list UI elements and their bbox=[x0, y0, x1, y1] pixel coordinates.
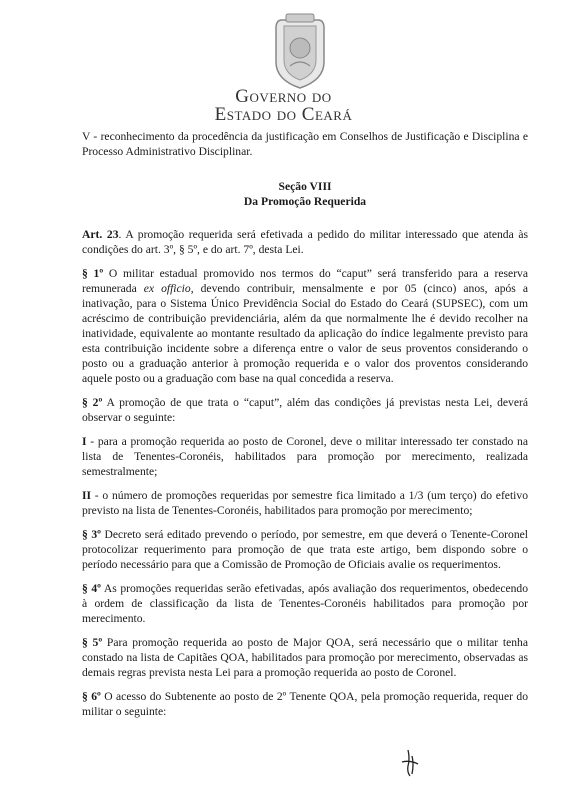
document-body bbox=[82, 129, 528, 728]
item-ii-text: - o número de promoções requeridas por semestre fica limitado a 1/3 (um terço) do efetivo previsto na lista de Tenentes-Coronéis, habilitados para promoção por merecimento; bbox=[82, 489, 528, 517]
art-23-label: Art. 23 bbox=[82, 228, 119, 241]
paragraph-6-text: O acesso do Subtenente ao posto de 2º Tenente QOA, pela promoção requerida, requer do militar o seguinte: bbox=[82, 690, 528, 718]
section-title: Seção VIII bbox=[278, 180, 332, 193]
paragraph-3 bbox=[82, 527, 528, 572]
art-23-text: . A promoção requerida será efetivada a pedido do militar interessado que atenda às condições do art. 3º, § 5º, e do art. 7º, desta Lei. bbox=[82, 228, 529, 256]
item-ii bbox=[82, 488, 528, 518]
item-ii-label: II bbox=[82, 489, 92, 502]
paragraph-5-label: § 5º bbox=[82, 636, 103, 649]
paragraph-5 bbox=[82, 635, 528, 680]
art-23-paragraph bbox=[82, 227, 528, 257]
paragraph-2-text: A promoção de que trata o “caput”, além das condições já previstas nesta Lei, deverá observar o seguinte: bbox=[82, 396, 528, 424]
paragraph-1-label: § 1º bbox=[82, 267, 104, 280]
item-i-label: I bbox=[82, 435, 87, 448]
paragraph-1-text-a: O militar estadual promovido nos termos do “caput” será transferido para a reserva remunerada bbox=[82, 267, 528, 295]
header-governo-do: Governo do bbox=[235, 86, 332, 107]
item-i bbox=[82, 434, 528, 479]
paragraph-2-label: § 2º bbox=[82, 396, 103, 409]
paragraph-4-label: § 4º bbox=[82, 582, 101, 595]
paragraph-5-text: Para promoção requerida ao posto de Major QOA, será necessário que o militar tenha constado na lista de Capitães QOA, habilitados para promoção por merecimento, observadas as demais regras prevista nesta Lei para a promoção requerida ao posto de Coronel. bbox=[82, 636, 528, 679]
state-coat-of-arms-seal bbox=[270, 12, 330, 92]
section-subtitle: Da Promoção Requerida bbox=[243, 195, 367, 208]
paragraph-1-text-b: , devendo contribuir, mensalmente e por 05 (cinco) anos, após a inativação, para o Sistema Único Previdência Social do Estado do Ceará (SUPSEC), com um acréscimo de contribuição previdenciária, além da que normalmente lhe é devido recolher na inatividade, equivalente ao montante resultado da aplicação do índice legalmente previsto para esta contribuição incidente sobre a diferença entre o valor de seus proventos considerando o posto ou a graduação anterior à promoção requerida e o valor dos proventos considerando aquele posto ou a graduação com base na qual concedida a reserva. bbox=[82, 282, 528, 385]
paragraph-6 bbox=[82, 689, 528, 719]
handwritten-initial-signature bbox=[398, 748, 422, 778]
item-v-paragraph: V - reconhecimento da procedência da justificação em Conselhos de Justificação e Disciplina e Processo Administrativo Disciplinar. bbox=[82, 130, 528, 158]
paragraph-1 bbox=[82, 266, 528, 386]
paragraph-2 bbox=[82, 395, 528, 425]
paragraph-1-italic: ex officio bbox=[143, 282, 191, 295]
item-i-text: - para a promoção requerida ao posto de Coronel, deve o militar interessado ter constado na lista de Tenentes-Coronéis, habilitados para promoção por merecimento, realizada semestralmente; bbox=[82, 435, 528, 478]
paragraph-6-label: § 6º bbox=[82, 690, 101, 703]
paragraph-4 bbox=[82, 581, 528, 626]
paragraph-3-text: Decreto será editado prevendo o período, por semestre, em que deverá o Tenente-Coronel protocolizar requerimento para promoção de que trata este artigo, bem dispondo sobre o período necessário para que a Comissão de Promoção de Oficiais avalie os requerimentos. bbox=[82, 528, 528, 571]
paragraph-4-text: As promoções requeridas serão efetivadas, após avaliação dos requerimentos, obedecendo à ordem de classificação da lista de Tenentes-Coronéis habilitados para promoção por merecimento. bbox=[82, 582, 528, 625]
header-estado-do-ceara: Estado do Ceará bbox=[214, 104, 353, 125]
paragraph-3-label: § 3º bbox=[82, 528, 101, 541]
